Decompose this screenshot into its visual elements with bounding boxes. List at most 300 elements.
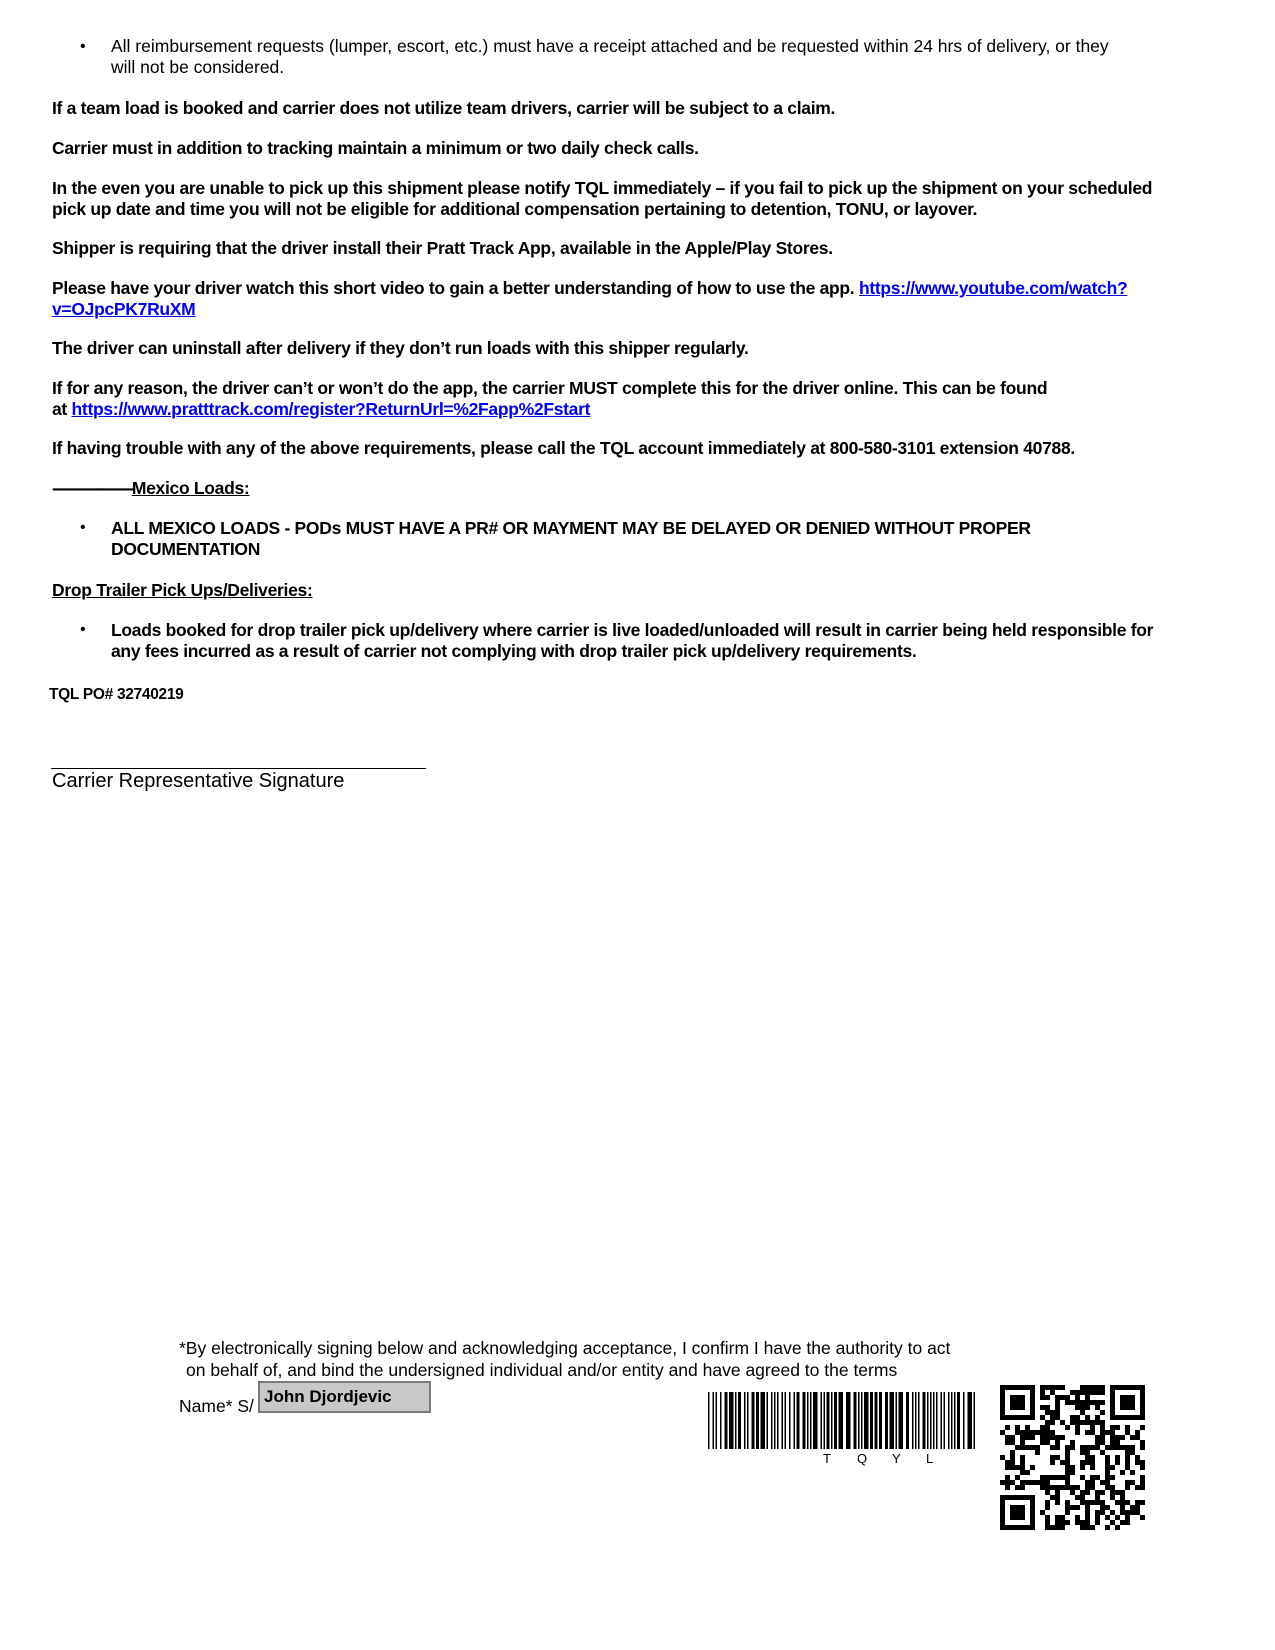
qr-module	[1135, 1510, 1140, 1515]
qr-module	[1075, 1505, 1080, 1510]
qr-module	[1000, 1500, 1005, 1505]
qr-module	[1110, 1510, 1115, 1515]
qr-module	[1085, 1400, 1090, 1405]
qr-module	[1110, 1445, 1115, 1450]
qr-module	[1140, 1400, 1145, 1405]
qr-module	[1065, 1450, 1070, 1455]
barcode-bar	[813, 1392, 818, 1449]
esign-notice-line-1: *By electronically signing below and acknowledging acceptance, I confirm I have the authority to act	[179, 1338, 951, 1358]
qr-module	[1015, 1425, 1020, 1430]
barcode-bar	[771, 1392, 773, 1449]
qr-module	[1025, 1445, 1030, 1450]
qr-module	[1130, 1470, 1135, 1475]
qr-module	[1000, 1480, 1005, 1485]
barcode-bar	[870, 1392, 873, 1449]
qr-module	[1015, 1385, 1020, 1390]
qr-module	[1045, 1425, 1050, 1430]
qr-module	[1005, 1425, 1010, 1430]
qr-module	[1085, 1460, 1090, 1465]
qr-module	[1115, 1425, 1120, 1430]
youtube-video-link-continued[interactable]: v=OJpcPK7RuXM	[52, 299, 196, 319]
barcode-bar	[747, 1392, 749, 1449]
qr-module	[1040, 1485, 1045, 1490]
qr-module	[1110, 1430, 1115, 1435]
qr-module	[1105, 1515, 1110, 1520]
barcode-bar	[963, 1392, 965, 1449]
qr-module	[1120, 1520, 1125, 1525]
qr-module	[1010, 1455, 1015, 1460]
qr-module	[1050, 1455, 1055, 1460]
qr-module	[1075, 1420, 1080, 1425]
signer-name-field[interactable]: John Djordjevic	[258, 1381, 431, 1413]
qr-module	[1050, 1460, 1055, 1465]
qr-module	[1065, 1395, 1070, 1400]
qr-module	[1120, 1495, 1125, 1500]
barcode-bar	[785, 1392, 787, 1449]
trouble-contact-notice: If having trouble with any of the above requirements, please call the TQL account immediately at 800-580-3101 extension 40788.	[52, 438, 1075, 458]
qr-module	[1140, 1480, 1145, 1485]
qr-module	[1130, 1450, 1135, 1455]
qr-module	[1110, 1395, 1115, 1400]
qr-module	[1100, 1390, 1105, 1395]
qr-module	[1070, 1440, 1075, 1445]
qr-module	[1105, 1465, 1110, 1470]
qr-module	[1095, 1495, 1100, 1500]
qr-module	[1075, 1515, 1080, 1520]
qr-module	[1115, 1435, 1120, 1440]
qr-module	[1140, 1390, 1145, 1395]
qr-module	[1090, 1445, 1095, 1450]
qr-module	[1055, 1515, 1060, 1520]
qr-module	[1015, 1395, 1020, 1400]
qr-module	[1135, 1505, 1140, 1510]
qr-module	[1080, 1410, 1085, 1415]
qr-module	[1130, 1445, 1135, 1450]
qr-module	[1015, 1400, 1020, 1405]
qr-module	[1045, 1385, 1050, 1390]
barcode-bar	[752, 1392, 755, 1449]
qr-module	[1080, 1405, 1085, 1410]
qr-module	[1030, 1505, 1035, 1510]
qr-module	[1030, 1400, 1035, 1405]
qr-module	[1015, 1495, 1020, 1500]
qr-module	[1070, 1465, 1075, 1470]
qr-module	[1110, 1390, 1115, 1395]
qr-module	[1000, 1520, 1005, 1525]
qr-module	[1085, 1480, 1090, 1485]
qr-module	[1015, 1525, 1020, 1530]
qr-module	[1110, 1435, 1115, 1440]
team-load-notice: If a team load is booked and carrier does not utilize team drivers, carrier will be subject to a claim.	[52, 98, 836, 118]
qr-module	[1010, 1515, 1015, 1520]
qr-module	[1080, 1390, 1085, 1395]
qr-module	[1100, 1385, 1105, 1390]
qr-module	[1065, 1455, 1070, 1460]
qr-module	[1125, 1500, 1130, 1505]
qr-module	[1075, 1520, 1080, 1525]
qr-module	[1060, 1485, 1065, 1490]
qr-module	[1070, 1390, 1075, 1395]
qr-module	[1095, 1500, 1100, 1505]
qr-module	[1140, 1500, 1145, 1505]
qr-module	[1135, 1435, 1140, 1440]
qr-module	[1005, 1465, 1010, 1470]
qr-module	[1080, 1520, 1085, 1525]
qr-module	[1060, 1395, 1065, 1400]
qr-module	[1065, 1445, 1070, 1450]
barcode-bar	[807, 1392, 809, 1449]
qr-module	[1095, 1475, 1100, 1480]
qr-module	[1105, 1480, 1110, 1485]
barcode-bar	[821, 1392, 823, 1449]
qr-module	[1115, 1515, 1120, 1520]
qr-module	[1110, 1405, 1115, 1410]
qr-module	[1070, 1415, 1075, 1420]
qr-module	[1060, 1475, 1065, 1480]
qr-module	[1055, 1410, 1060, 1415]
barcode-bar	[810, 1392, 812, 1449]
reimbursement-requirement	[111, 36, 1231, 78]
qr-module	[1020, 1480, 1025, 1485]
qr-module	[1015, 1405, 1020, 1410]
qr-module	[1065, 1400, 1070, 1405]
qr-module	[1015, 1515, 1020, 1520]
qr-module	[1070, 1485, 1075, 1490]
qr-module	[1120, 1400, 1125, 1405]
barcode-bar	[933, 1392, 935, 1449]
qr-module	[1135, 1415, 1140, 1420]
qr-module	[1045, 1500, 1050, 1505]
barcode-bar	[827, 1392, 830, 1449]
qr-module	[1140, 1385, 1145, 1390]
qr-module	[1095, 1385, 1100, 1390]
qr-module	[1080, 1495, 1085, 1500]
qr-module	[1065, 1520, 1070, 1525]
barcode-bar	[951, 1392, 953, 1449]
qr-module	[1010, 1480, 1015, 1485]
barcode-bar	[831, 1392, 833, 1449]
qr-module	[1005, 1435, 1010, 1440]
qr-module	[1025, 1415, 1030, 1420]
qr-module	[1070, 1505, 1075, 1510]
qr-module	[1070, 1420, 1075, 1425]
barcode-bar	[735, 1392, 737, 1449]
qr-module	[1075, 1485, 1080, 1490]
qr-module	[1100, 1505, 1105, 1510]
qr-module	[1050, 1420, 1055, 1425]
qr-module	[1015, 1465, 1020, 1470]
bullet-marker: •	[80, 38, 86, 55]
barcode-bar	[915, 1392, 917, 1449]
barcode-bar	[906, 1392, 909, 1449]
qr-module	[1135, 1430, 1140, 1435]
qr-module	[1125, 1510, 1130, 1515]
qr-module	[1030, 1390, 1035, 1395]
qr-module	[1055, 1395, 1060, 1400]
qr-module	[1065, 1460, 1070, 1465]
qr-module	[1115, 1460, 1120, 1465]
qr-module	[1010, 1450, 1015, 1455]
qr-module	[1110, 1440, 1115, 1445]
drop-trailer-item-line-1: Loads booked for drop trailer pick up/delivery where carrier is live loaded/unloaded will result in carrier being held responsible for	[111, 620, 1154, 640]
qr-module	[1105, 1525, 1110, 1530]
qr-module	[1125, 1455, 1130, 1460]
qr-module	[1125, 1395, 1130, 1400]
barcode-bar	[834, 1392, 837, 1449]
qr-module	[1055, 1520, 1060, 1525]
qr-module	[1040, 1510, 1045, 1515]
qr-module	[1010, 1525, 1015, 1530]
youtube-video-link[interactable]: https://www.youtube.com/watch?	[858, 278, 1128, 298]
qr-module	[1095, 1490, 1100, 1495]
qr-module	[1045, 1525, 1050, 1530]
qr-module	[1035, 1445, 1040, 1450]
name-label: Name* S/	[179, 1396, 254, 1416]
qr-module	[1140, 1485, 1145, 1490]
barcode-image	[706, 1392, 981, 1472]
qr-module	[1105, 1505, 1110, 1510]
qr-module	[1040, 1430, 1045, 1435]
barcode-bar	[777, 1392, 779, 1449]
qr-module	[1065, 1510, 1070, 1515]
qr-module	[1000, 1405, 1005, 1410]
qr-module	[1000, 1510, 1005, 1515]
qr-module	[1025, 1430, 1030, 1435]
qr-module	[1010, 1495, 1015, 1500]
qr-module	[1020, 1465, 1025, 1470]
qr-module	[1045, 1405, 1050, 1410]
qr-module	[1085, 1420, 1090, 1425]
barcode-bar	[954, 1392, 956, 1449]
qr-module	[1130, 1480, 1135, 1485]
barcode-char: Y	[892, 1451, 901, 1466]
barcode-bar	[756, 1392, 759, 1449]
qr-module	[1080, 1385, 1085, 1390]
qr-module	[1100, 1430, 1105, 1435]
qr-module	[1120, 1510, 1125, 1515]
esign-notice	[179, 1337, 950, 1381]
qr-module	[1030, 1435, 1035, 1440]
qr-module	[1125, 1425, 1130, 1430]
qr-module	[1115, 1415, 1120, 1420]
qr-module	[1140, 1405, 1145, 1410]
qr-module	[1040, 1480, 1045, 1485]
qr-module	[1045, 1420, 1050, 1425]
barcode-bar	[797, 1392, 800, 1449]
barcode-bar	[782, 1392, 784, 1449]
qr-module	[1055, 1485, 1060, 1490]
barcode-bar	[923, 1392, 926, 1449]
qr-module	[1085, 1395, 1090, 1400]
qr-module	[1125, 1485, 1130, 1490]
qr-module	[1110, 1415, 1115, 1420]
qr-module	[1090, 1475, 1095, 1480]
barcode-bar	[729, 1392, 734, 1449]
qr-module	[1020, 1495, 1025, 1500]
qr-module	[1045, 1515, 1050, 1520]
qr-module	[1090, 1430, 1095, 1435]
barcode-bar	[713, 1392, 715, 1449]
barcode-bar	[789, 1392, 791, 1449]
qr-module	[1045, 1395, 1050, 1400]
qr-module	[1055, 1405, 1060, 1410]
qr-module	[1100, 1450, 1105, 1455]
qr-module	[1120, 1385, 1125, 1390]
barcode-bar	[824, 1392, 826, 1449]
qr-module	[1020, 1470, 1025, 1475]
qr-module	[1120, 1505, 1125, 1510]
mexico-loads-heading	[52, 478, 249, 499]
qr-module	[1125, 1415, 1130, 1420]
qr-module	[1030, 1405, 1035, 1410]
qr-module	[1110, 1490, 1115, 1495]
qr-module	[1100, 1410, 1105, 1415]
barcode-bar	[936, 1392, 938, 1449]
qr-module	[1095, 1515, 1100, 1520]
qr-module	[1040, 1390, 1045, 1395]
barcode-bar	[957, 1392, 960, 1449]
qr-module	[1040, 1395, 1045, 1400]
qr-module	[1070, 1470, 1075, 1475]
barcode-bar	[899, 1392, 904, 1449]
barcode-bar	[716, 1392, 718, 1449]
reimbursement-line-2: will not be considered.	[111, 57, 285, 77]
barcode-bar	[738, 1392, 741, 1449]
qr-module	[1120, 1445, 1125, 1450]
qr-module	[1000, 1505, 1005, 1510]
qr-module	[1015, 1505, 1020, 1510]
qr-module	[1085, 1510, 1090, 1515]
qr-module	[1055, 1500, 1060, 1505]
qr-module	[1115, 1445, 1120, 1450]
qr-module	[1035, 1430, 1040, 1435]
qr-module	[1140, 1415, 1145, 1420]
qr-module	[1025, 1480, 1030, 1485]
qr-module	[1080, 1450, 1085, 1455]
qr-module	[1045, 1475, 1050, 1480]
qr-module	[1030, 1430, 1035, 1435]
qr-module	[1055, 1385, 1060, 1390]
qr-module	[1005, 1440, 1010, 1445]
qr-module	[1125, 1450, 1130, 1455]
pratt-track-register-link[interactable]: https://www.pratttrack.com/register?ReturnUrl=%2Fapp%2Fstart	[71, 399, 591, 419]
qr-module	[1115, 1440, 1120, 1445]
signature-line	[51, 768, 426, 769]
qr-module	[1090, 1390, 1095, 1395]
qr-module	[1075, 1430, 1080, 1435]
qr-module	[1050, 1495, 1055, 1500]
qr-module	[1025, 1435, 1030, 1440]
qr-module	[1020, 1525, 1025, 1530]
qr-module	[1060, 1420, 1065, 1425]
qr-module	[1025, 1385, 1030, 1390]
unable-pickup-line-1: In the even you are unable to pick up this shipment please notify TQL immediately – if you fail to pick up the shipment on your scheduled	[52, 178, 1153, 198]
qr-module	[1125, 1520, 1130, 1525]
qr-module	[1020, 1505, 1025, 1510]
barcode-bar	[708, 1392, 710, 1449]
qr-module	[1115, 1455, 1120, 1460]
drop-trailer-heading: Drop Trailer Pick Ups/Deliveries:	[52, 580, 313, 600]
qr-code-image	[1000, 1385, 1145, 1530]
qr-module	[1040, 1425, 1045, 1430]
qr-module	[1100, 1425, 1105, 1430]
barcode-bar	[944, 1392, 946, 1449]
qr-module	[1140, 1440, 1145, 1445]
qr-module	[1085, 1520, 1090, 1525]
qr-module	[1055, 1525, 1060, 1530]
barcode-bar	[918, 1392, 920, 1449]
qr-module	[1025, 1495, 1030, 1500]
register-prefix: at	[52, 399, 72, 419]
qr-module	[1090, 1465, 1095, 1470]
qr-module	[1075, 1425, 1080, 1430]
qr-module	[1115, 1385, 1120, 1390]
video-instruction	[52, 278, 1232, 320]
qr-module	[1070, 1445, 1075, 1450]
qr-module	[1030, 1500, 1035, 1505]
qr-module	[1050, 1475, 1055, 1480]
barcode-bar	[720, 1392, 722, 1449]
qr-module	[1125, 1480, 1130, 1485]
qr-module	[1045, 1490, 1050, 1495]
qr-module	[1000, 1410, 1005, 1415]
check-calls-notice: Carrier must in addition to tracking maintain a minimum or two daily check calls.	[52, 138, 699, 158]
qr-module	[1125, 1405, 1130, 1410]
qr-module	[1135, 1385, 1140, 1390]
qr-module	[1075, 1495, 1080, 1500]
qr-module	[1030, 1395, 1035, 1400]
qr-module	[1080, 1465, 1085, 1470]
qr-module	[1030, 1445, 1035, 1450]
qr-module	[1055, 1435, 1060, 1440]
qr-module	[1090, 1500, 1095, 1505]
qr-module	[1080, 1525, 1085, 1530]
barcode-bar	[864, 1392, 869, 1449]
qr-module	[1030, 1480, 1035, 1485]
qr-module	[1025, 1470, 1030, 1475]
qr-module	[1090, 1425, 1095, 1430]
qr-module	[1100, 1500, 1105, 1505]
qr-module	[1020, 1460, 1025, 1465]
qr-module	[1000, 1455, 1005, 1460]
qr-module	[1075, 1400, 1080, 1405]
qr-module	[1010, 1440, 1015, 1445]
qr-module	[1125, 1460, 1130, 1465]
barcode-bar	[846, 1392, 851, 1449]
bullet-marker: •	[80, 519, 86, 536]
qr-module	[1130, 1505, 1135, 1510]
qr-module	[1000, 1430, 1005, 1435]
qr-module	[1060, 1435, 1065, 1440]
qr-module	[1110, 1385, 1115, 1390]
qr-module	[1065, 1470, 1070, 1475]
qr-module	[1120, 1415, 1125, 1420]
qr-module	[1135, 1485, 1140, 1490]
qr-module	[1055, 1495, 1060, 1500]
qr-module	[1110, 1425, 1115, 1430]
qr-module	[1080, 1420, 1085, 1425]
qr-module	[1050, 1430, 1055, 1435]
mexico-heading-dashes: ----------------------	[52, 478, 132, 498]
barcode-char: T	[823, 1451, 831, 1466]
qr-module	[1085, 1505, 1090, 1510]
qr-module	[1095, 1440, 1100, 1445]
qr-module	[1140, 1395, 1145, 1400]
qr-module	[1005, 1385, 1010, 1390]
reimbursement-line-1: All reimbursement requests (lumper, escort, etc.) must have a receipt attached and be requested within 24 hrs of delivery, or they	[111, 36, 1109, 56]
qr-module	[1085, 1455, 1090, 1460]
bullet-marker: •	[80, 621, 86, 638]
